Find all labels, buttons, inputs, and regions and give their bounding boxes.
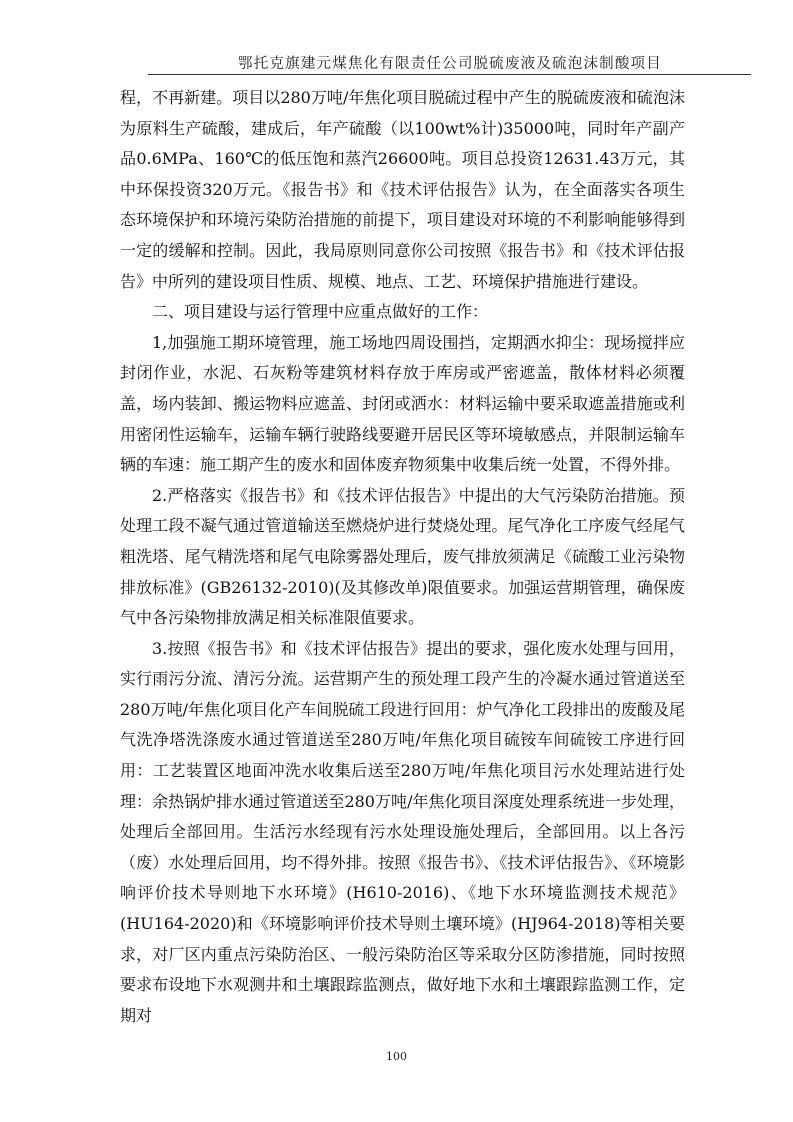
page-number: 100 bbox=[386, 1050, 407, 1063]
paragraph-project-overview: 程，不再新建。项目以280万吨/年焦化项目脱硫过程中产生的脱硫废液和硫泡沫为原料生产硫酸，建成后，年产硫酸（以100wt%计)35000吨，同时年产副产品0.6MPa、160℃的低压饱和蒸汽26600吨。项目总投资12631.43万元，其中环保投资320万元。《报告书》和《技术评估报告》认为，在全面落实各项生态环境保护和环境污染防治措施的前提下，项目建设对环境的不利影响能够得到一定的缓解和控制。因此，我局原则同意你公司按照《报告书》和《技术评估报告》中所列的建设项目性质、规模、地点、工艺、环境保护措施进行建设。 bbox=[120, 88, 685, 291]
document-body bbox=[120, 83, 685, 1031]
paragraph-construction-management: 1,加强施工期环境管理，施工场地四周设围挡，定期洒水抑尘：现场搅拌应封闭作业，水泥、石灰粉等建筑材料存放于库房或严密遮盖，散体材料必须覆盖，场内装卸、搬运物料应遮盖、封闭或洒水：材料运输中要采取遮盖措施或利用密闭性运输车，运输车辆行驶路线要避开居民区等环境敏感点，并限制运输车辆的车速：施工期产生的废水和固体废弃物须集中收集后统一处置，不得外排。 bbox=[120, 332, 685, 475]
paragraph-wastewater-treatment: 3.按照《报告书》和《技术评估报告》提出的要求，强化废水处理与回用，实行雨污分流、清污分流。运营期产生的预处理工段产生的冷凝水通过管道送至280万吨/年焦化项目化产车间脱硫工段进行回用：炉气净化工段排出的废酸及尾气洗净塔洗涤废水通过管道送至280万吨/年焦化项目硫铵车间硫铵工序进行回用：工艺装置区地面冲洗水收集后送至280万吨/年焦化项目污水处理站进行处理：余热锅炉排水通过管道送至280万吨/年焦化项目深度处理系统进一步处理，处理后全部回用。生活污水经现有污水处理设施处理后，全部回用。以上各污（废）水处理后回用，均不得外排。按照《报告书》、《技术评估报告》、《环境影响评价技术导则地下水环境》(H610-2016)、《地下水环境监测技术规范》(HU164-2020)和《环境影响评价技术导则土壤环境》(HJ964-2018)等相关要求，对厂区内重点污染防治区、一般污染防治区等采取分区防渗措施，同时按照要求布设地下水观测井和土壤跟踪监测点，做好地下水和土壤跟踪监测工作，定期对 bbox=[120, 638, 685, 1025]
running-header: 鄂托克旗建元煤焦化有限责任公司脱硫废液及硫泡沫制酸项目 bbox=[238, 56, 662, 72]
paragraph-key-work-heading: 二、项目建设与运行管理中应重点做好的工作： bbox=[152, 302, 489, 322]
header-divider bbox=[148, 74, 751, 75]
paragraph-air-pollution-control: 2.严格落实《报告书》和《技术评估报告》中提出的大气污染防治措施。预处理工段不凝气通过管道输送至燃烧炉进行焚烧处理。尾气净化工序废气经尾气粗洗塔、尾气精洗塔和尾气电除雾器处理后，废气排放须满足《硫酸工业污染物排放标准》(GB26132-2010)(及其修改单)限值要求。加强运营期管理，确保废气中各污染物排放满足相关标准限值要求。 bbox=[120, 485, 685, 628]
